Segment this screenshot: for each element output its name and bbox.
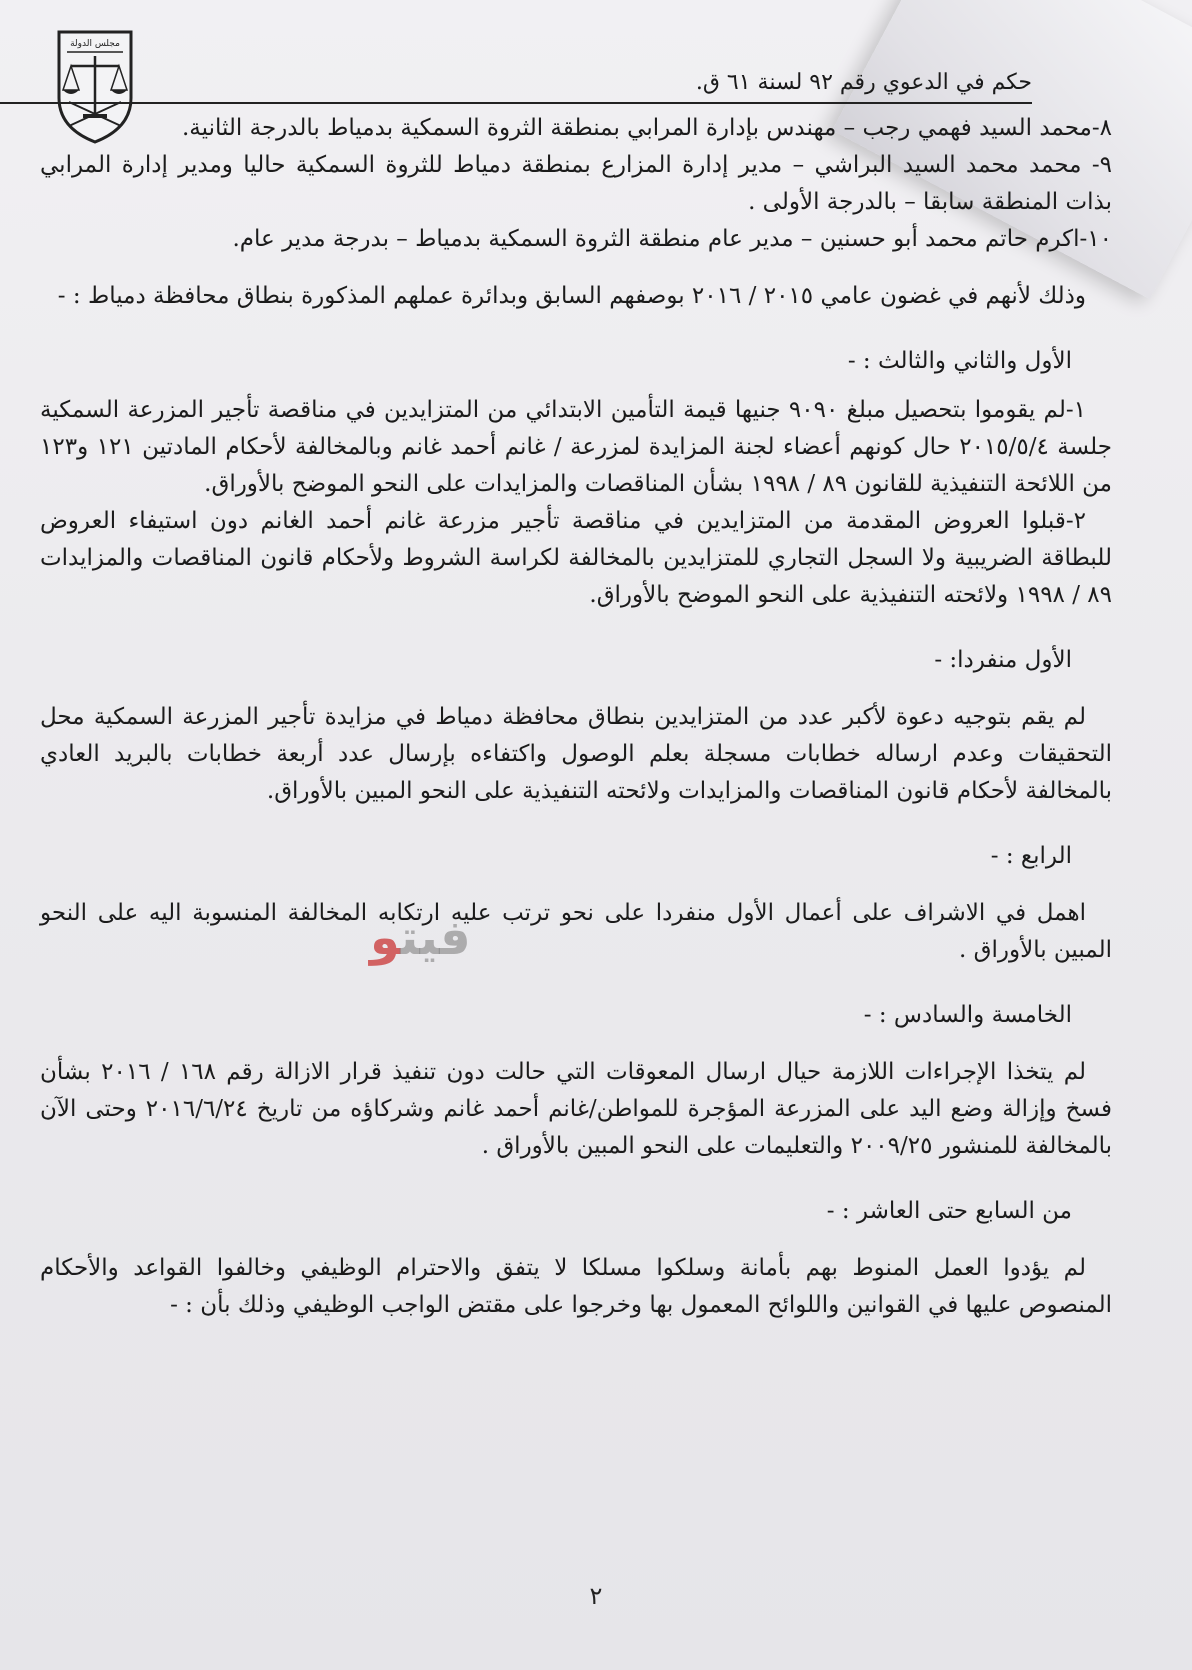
accused-item-10: ١٠-اكرم حاتم محمد أبو حسنين – مدير عام منطقة الثروة السمكية بدمياط – بدرجة مدير عام. xyxy=(232,226,1112,252)
case-title: حكم في الدعوي رقم ٩٢ لسنة ٦١ ق. xyxy=(695,70,1032,95)
site-watermark: فيتو xyxy=(370,910,471,966)
page-number: ٢ xyxy=(589,1582,603,1610)
section-heading-first-alone: الأول منفردا: - xyxy=(934,647,1072,673)
accused-item-9: ٩- محمد محمد السيد البراشي – مدير إدارة المزارع بمنطقة دمياط للثروة السمكية حاليا ومدير إدارة المرابي بذات المنطقة سابقا – بالدرجة الأولى . xyxy=(40,152,1112,215)
seventh-tenth-paragraph: لم يؤدوا العمل المنوط بهم بأمانة وسلكوا مسلكا لا يتفق والاحترام الوظيفي وخالفوا القواعد والأحكام المنصوص عليها في القوانين واللوائح المعمول بها وخرجوا على مقتض الواجب الوظيفي وذلك بأن : - xyxy=(40,1255,1112,1318)
section-heading-fifth-sixth: الخامسة والسادس : - xyxy=(863,1002,1072,1028)
section-heading-fourth: الرابع : - xyxy=(990,843,1072,869)
accused-item-8: ٨-محمد السيد فهمي رجب – مهندس بإدارة المرابي بمنطقة الثروة السمكية بدمياط بالدرجة الثانية. xyxy=(181,115,1112,141)
fourth-paragraph: اهمل في الاشراف على أعمال الأول منفردا على نحو ترتب عليه ارتكابه المخالفة المنسوبة اليه على النحو المبين بالأوراق . xyxy=(40,900,1112,963)
charge-item-2: ٢-قبلوا العروض المقدمة من المتزايدين في مناقصة تأجير مزرعة غانم أحمد الغانم دون استيفاء العروض للبطاقة الضريبية ولا السجل التجاري للمتزايدين بالمخالفة لكراسة الشروط ولأحكام قانون المناقصات والمزايدات ٨٩ / ١٩٩٨ ولائحته التنفيذية على النحو الموضح بالأوراق. xyxy=(40,508,1112,608)
fifth-sixth-paragraph: لم يتخذا الإجراءات اللازمة حيال ارسال المعوقات التي حالت دون تنفيذ قرار الازالة رقم ١٦٨ / ٢٠١٦ بشأن فسخ وإزالة وضع اليد على المزرعة المؤجرة للمواطن/غانم أحمد غانم وشركاؤه من تاريخ ٢٠١٦/٦/٢٤ وحتى الآن بالمخالفة للمنشور ٢٠٠٩/٢٥ والتعليمات على النحو المبين بالأوراق . xyxy=(40,1059,1112,1159)
first-alone-paragraph: لم يقم بتوجيه دعوة لأكبر عدد من المتزايدين بنطاق محافظة دمياط في مزايدة تأجير المزرعة السمكية محل التحقيقات وعدم ارساله خطابات مسجلة بعلم الوصول واكتفاءه بإرسال عدد أربعة خطابات بالبريد العادي بالمخالفة لأحكام قانون المناقصات والمزايدات ولائحته التنفيذية على النحو المبين بالأوراق. xyxy=(40,704,1112,804)
charge-item-1: ١-لم يقوموا بتحصيل مبلغ ٩٠٩٠ جنيها قيمة التأمين الابتدائي من المتزايدين في مناقصة تأجير المزرعة السمكية جلسة ٢٠١٥/٥/٤ حال كونهم أعضاء لجنة المزايدة لمزرعة / غانم أحمد غانم وبالمخالفة لأحكام المادتين ١٢١ و١٢٣ من اللائحة التنفيذية للقانون ٨٩ / ١٩٩٨ بشأن المناقصات والمزايدات على النحو الموضح بالأوراق. xyxy=(40,397,1112,497)
section-heading-seventh-tenth: من السابع حتى العاشر : - xyxy=(826,1198,1072,1224)
header-underline xyxy=(0,102,1032,104)
document-body xyxy=(40,110,1112,1324)
intro-paragraph: وذلك لأنهم في غضون عامي ٢٠١٥ / ٢٠١٦ بوصفهم السابق وبدائرة عملهم المذكورة بنطاق محافظة دمياط : - xyxy=(57,283,1086,309)
section-heading-first-three: الأول والثاني والثالث : - xyxy=(847,348,1072,374)
svg-text:مجلس الدولة: مجلس الدولة xyxy=(70,39,120,49)
